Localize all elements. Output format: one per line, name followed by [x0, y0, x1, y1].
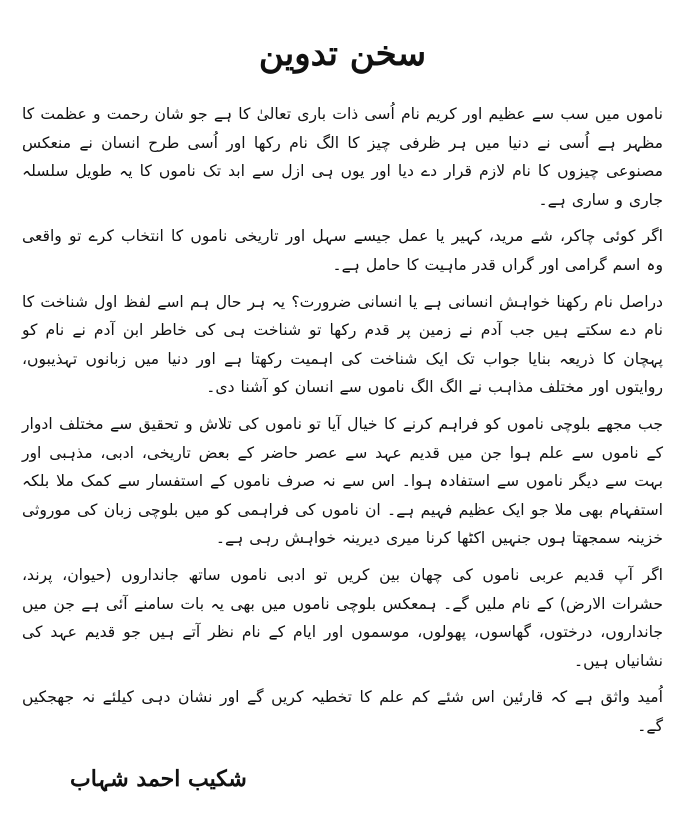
paragraph-1: ناموں میں سب سے عظیم اور کریم نام اُسی ذات باری تعالیٰ کا ہے جو شان رحمت و عظمت کا مظہر ہے اُسی نے دنیا میں ہر ظرفی چیز کا الگ نام رکھا اور اُسی طرح انسان نے منعکس مصنوعی چیزوں کا نام لازم قرار دے دیا اور یوں ہی ازل سے ابد تک ناموں کا یہ طویل سلسلہ جاری و ساری ہے۔	[22, 105, 663, 209]
author-signature: شکیب احمد شہاب	[70, 766, 247, 792]
page-title: سخن تدوین	[258, 34, 427, 74]
paragraph-4: جب مجھے بلوچی ناموں کو فراہم کرنے کا خیال آیا تو ناموں کی تلاش و تحقیق سے مختلف ادوار کے ناموں سے علم ہوا جن میں قدیم عہد سے عصر حاضر کے بعض تاریخی، ادبی، مذہبی اور بہت سے دیگر ناموں سے استفادہ ہوا۔ اس سے نہ صرف ناموں کے استفسار سے کمک ملا بلکہ استفہام بھی ملا جو ایک عظیم فہیم ہے۔ ان ناموں کی فراہمی کو میں بلوچی زبان کی موروثی خزینہ سمجھتا ہوں جنہیں اکٹھا کرنا میری دیرینہ خواہش رہی ہے۔	[22, 414, 663, 548]
paragraph-5: اگر آپ قدیم عربی ناموں کی چھان بین کریں تو ادبی ناموں ساتھ جانداروں (حیوان، پرند، حشرات الارض) کے نام ملیں گے۔ ہمعکس بلوچی ناموں میں بھی یہ بات سامنے آئی ہے جن میں جانداروں، درختوں، گھاسوں، پھولوں، موسموں اور ایام کے نام نظر آتے ہیں جو قدیم عہد کی نشانیاں ہیں۔	[22, 565, 663, 670]
paragraph-2: اگر کوئی چاکر، شے مرید، کہیر یا عمل جیسے سہل اور تاریخی ناموں کا انتخاب کرے تو واقعی وہ اسم گرامی اور گراں قدر ماہیت کا حامل ہے۔	[22, 227, 663, 274]
paragraph-6: اُمید واثق ہے کہ قارئین اس شئے کم علم کا تخطیہ کریں گے اور نشان دہی کیلئے نہ جھجکیں گے۔	[22, 688, 663, 735]
paragraph-3: دراصل نام رکھنا خواہش انسانی ہے یا انسانی ضرورت؟ یہ ہر حال ہم اسے لفظ اول شناخت کا نام دے سکتے ہیں جب آدم نے زمین پر قدم رکھا تو شناخت ہی کی خاطر ابن آدم نے نام کو پہچان کا ذریعہ بنایا جواب تک ایک شناخت کی اہمیت رکھتا ہے اور دنیا میں زبانوں تہذیبوں، روایتوں اور مختلف مذاہب نے الگ الگ ناموں سے انسان کو آشنا دی۔	[22, 292, 663, 397]
